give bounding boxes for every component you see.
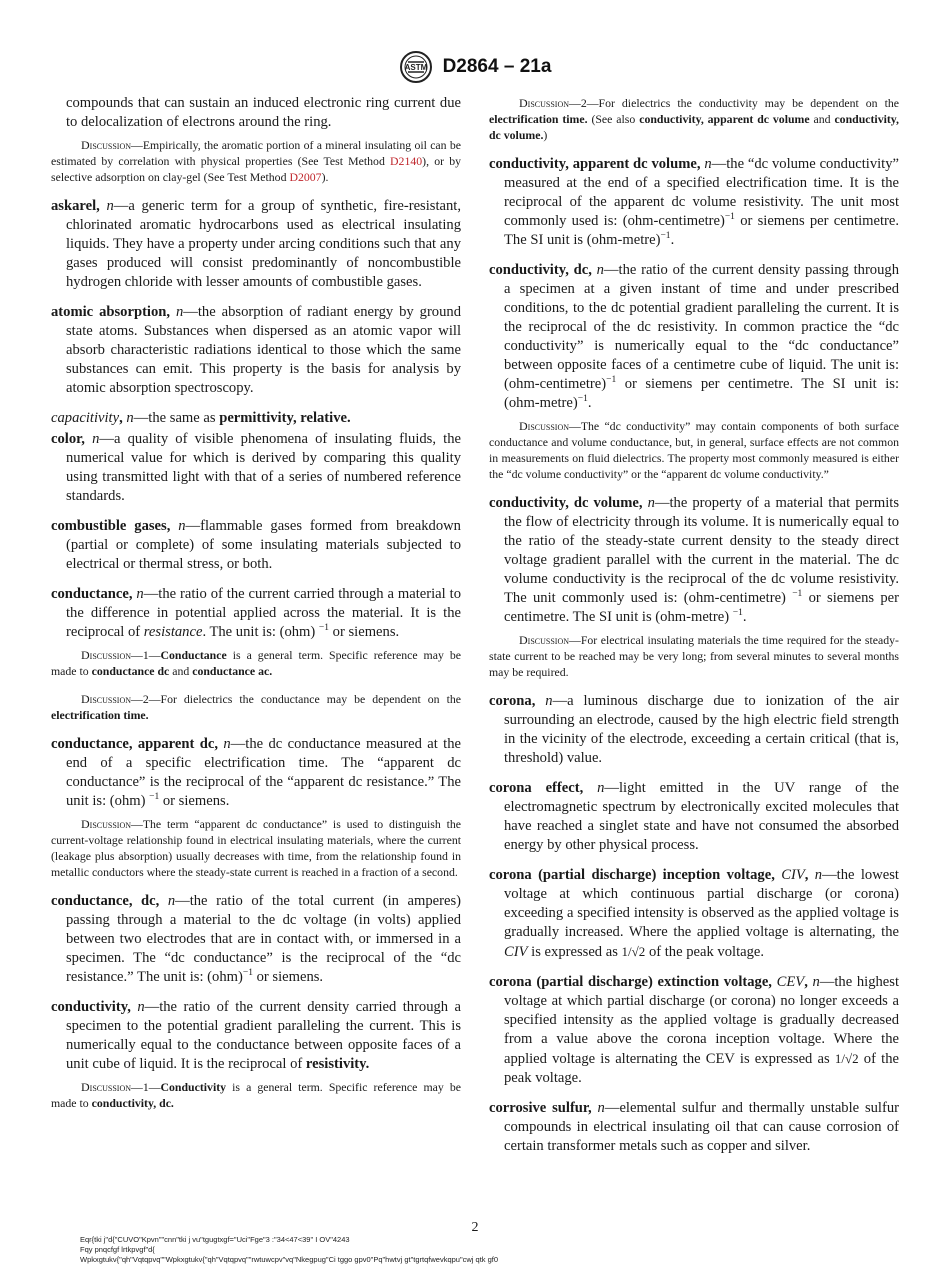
discussion-note: Discussion—The term “apparent dc conductance” is used to distinguish the current-voltage relationship found in electrical insulating materials, where the current (leakage plus absorption) usually decreases with time, from the relationship found in metallic conductors where the steady-state current is reached in a fraction of a second. — [51, 817, 461, 879]
ring-continuation: compounds that can sustain an induced electronic ring current due to delocalization of electrons around the ring. — [66, 95, 461, 130]
discussion-note: Discussion—2—For dielectrics the conductivity may be dependent on the electrification time. (See also conductivity, apparent dc volume and conductivity, dc volume.) — [489, 96, 899, 142]
discussion-note: Discussion—For electrical insulating materials the time required for the steady-state current to be reached may be very long; from several minutes to several months may be required. — [489, 633, 899, 679]
discussion-note: Discussion—1—Conductance is a general term. Specific reference may be made to conductance dc and conductance ac. — [51, 648, 461, 678]
definition-conductance: conductance, n—the ratio of the current carried through a material to the difference in potential applied across the material. It is the reciprocal of resistance. The unit is: (ohm) $^{-1}$ or siemens. — [51, 586, 461, 640]
definition-atomic-absorption: atomic absorption, n—the absorption of radiant energy by ground state atoms. Substances when dispersed as an atomic vapor will absorb characteristic radiations identical to those which the same substances can emit. This property is the basis for analysis by atomic absorption spectroscopy. — [51, 304, 461, 396]
definition-corona: corona, n—a luminous discharge due to ionization of the air surrounding an electrode, caused by the high electric field strength in the vicinity of the electrode, exceeding a certain critical (that is, threshold) value. — [489, 693, 899, 766]
astm-logo-icon — [399, 50, 433, 84]
svg-text:ASTM: ASTM — [404, 63, 427, 72]
definition-combustible-gases: combustible gases, n—flammable gases formed from breakdown (partial or complete) of some insulating materials subjected to electrical or thermal stress, or both. — [51, 518, 461, 572]
discussion-note: Discussion—The “dc conductivity” may contain components of both surface conductance and volume conductance, but, in general, surface effects are not common in measurements on fluid dielectrics. The property most commonly measured is either the “dc volume conductivity” or the “apparent dc volume conductivity.” — [489, 419, 899, 481]
definition-corona-inception-voltage: corona (partial discharge) inception voltage, CIV, n—the lowest voltage at which continuous partial discharge (or corona) exceeding a specified intensity is observed as the applied voltage is gradually increased. Where the applied voltage is alternating, the CIV is expressed as 1/√2 of the peak voltage. — [489, 867, 899, 960]
definition-capacitivity: capacitivity, n—the same as permittivity, relative. — [51, 410, 351, 426]
definition-corrosive-sulfur: corrosive sulfur, n—elemental sulfur and thermally unstable sulfur compounds in electrical insulating oil that can cause corrosion of certain transformer metals such as copper and silver. — [489, 1100, 900, 1154]
discussion-note: Discussion—1—Conductivity is a general term. Specific reference may be made to conductivity, dc. — [51, 1080, 461, 1110]
definition-askarel: askarel, n—a generic term for a group of synthetic, fire-resistant, chlorinated aromatic hydrocarbons used as electrical insulating liquids. They have a property under arcing conditions such that any gases produced will consist predominantly of noncombustible hydrogen chloride with lesser amounts of combustible gases. — [51, 198, 461, 290]
definition-conductivity-apparent-dc-volume: conductivity, apparent dc volume, n—the “dc volume conductivity” measured at the end of a specified electrification time. It is the reciprocal of the apparent dc volume resistivity. The unit most commonly used is: (ohm-centimetre)$^{-1}$ or siemens per centimetre. The SI unit is (ohm-metre)$^{-1}$. — [489, 156, 900, 248]
left-column — [51, 94, 461, 1123]
page-number: 2 — [471, 1220, 479, 1235]
link-d2140[interactable]: D2140 — [390, 154, 423, 168]
definition-conductivity: conductivity, n—the ratio of the current density carried through a specimen to the potential gradient paralleling the current. This is numerically equal to the conductance between opposite faces of a unit cube of liquid. It is the reciprocal of resistivity. — [51, 999, 462, 1072]
link-d2007[interactable]: D2007 — [289, 170, 322, 184]
right-column — [489, 95, 899, 1167]
definition-corona-effect: corona effect, n—light emitted in the UV range of the electromagnetic spectrum by electronically excited molecules that have reached a singlet state and have not consumed the absorbed energy by other physical process. — [489, 780, 899, 853]
definition-conductivity-dc-volume: conductivity, dc volume, n—the property of a material that permits the flow of electricity through its volume. It is numerically equal to the ratio of the steady-state current density to the steady direct voltage gradient parallel with the current in the material. The dc volume conductivity is the reciprocal of the dc volume resistivity. The unit commonly used is: (ohm-centimetre) $^{-1}$ or siemens per centimetre. The SI unit is (ohm-metre) $^{-1}$. — [489, 495, 899, 625]
definition-color: color, n—a quality of visible phenomena of insulating fluids, the numerical value for which is derived by comparing this quality using transmitted light with that of a series of numbered reference standards. — [51, 431, 461, 504]
copyright-footer: Eqr{tki j"d{"CUVO"Kpvn""cnn"tki j vu"tgugtxgf="Uci"Fge"3 :"34<47<39" I OV"4243 Fqy pnqcfgf lrtkpvgf"d{ Wpkxgtukv{"qh"Vqtqpvq""Wpkxgtukv{"qh"Vqtqpvq""rwtuwcpv"vq"Nkegpug"Ci tggo gpv0"Pq"hwtvj gt"tgrtqfwevkqpu"cwj qtk gf0 — [80, 1235, 499, 1264]
standard-number: D2864 – 21a — [442, 56, 552, 77]
definition-conductance-apparent-dc: conductance, apparent dc, n—the dc conductance measured at the end of a specific electrification time. The “apparent dc conductance” is the reciprocal of the “apparent dc resistance.” The unit is: (ohm) $^{-1}$ or siemens. — [51, 736, 461, 809]
discussion-note: Discussion—2—For dielectrics the conductance may be dependent on the electrification time. — [51, 692, 461, 722]
discussion-note: Discussion—Empirically, the aromatic portion of a mineral insulating oil can be estimated by correlation with physical properties (See Test Method D2140), or by selective adsorption on clay-gel (See Test Method D2007). — [51, 138, 461, 184]
definition-corona-extinction-voltage: corona (partial discharge) extinction voltage, CEV, n—the highest voltage at which partial discharge (or corona) no longer exceeds a specified intensity as the applied voltage is gradually decreased from a value above the corona inception voltage. Where the applied voltage is alternating the CEV is expressed as 1/√2 of the peak voltage. — [489, 974, 899, 1086]
page-header — [0, 50, 950, 84]
definition-conductivity-dc: conductivity, dc, n—the ratio of the current density passing through a specimen at a given instant of time and under prescribed conditions, to the dc potential gradient paralleling the current. It is the reciprocal of the dc resistivity. In common practice the “dc conductivity” is numerically equal to the “dc conductance” between opposite faces of a centimetre cube of liquid. The unit is: (ohm-centimetre)$^{-1}$ or siemens per centimetre. The SI unit is: (ohm-metre)$^{-1}$. — [489, 262, 899, 411]
definition-conductance-dc: conductance, dc, n—the ratio of the total current (in amperes) passing through a material to the dc voltage (in volts) applied between two electrodes that are in contact with, or immersed in a specimen. The “dc conductance” is the reciprocal of the “dc resistance.” The unit is: (ohm)$^{-1}$ or siemens. — [51, 893, 461, 985]
